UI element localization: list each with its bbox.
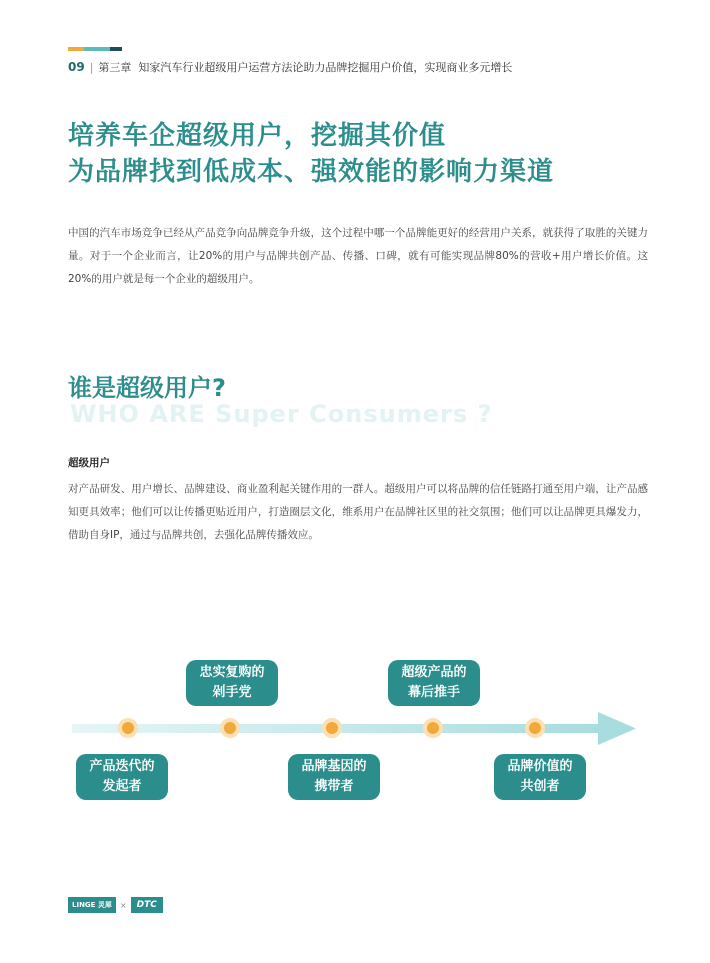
intro-paragraph: 中国的汽车市场竞争已经从产品竞争向品牌竞争升级，这个过程中哪一个品牌能更好的经营用户关系，就获得了取胜的关键力量。对于一个企业而言，让20%的用户与品牌共创产品、传播、口碑，就有可能实现品牌80%的营收+用户增长价值。这20%的用户就是每一个企业的超级用户。: [68, 227, 648, 285]
definition-paragraph: 对产品研发、用户增长、品牌建设、商业盈利起关键作用的一群人。超级用户可以将品牌的信任链路打通至用户端，让产品感知更具效率；他们可以让传播更贴近用户，打造圈层文化，维系用户在品牌社区里的社交氛围；他们可以让品牌更具爆发力，借助自身IP，通过与品牌共创，去强化品牌传播效应。: [68, 483, 648, 541]
footer-logo: [68, 896, 163, 914]
page-title-line1: 培养车企超级用户，挖掘其价值: [68, 121, 447, 151]
section-title: 谁是超级用户?: [68, 374, 226, 402]
timeline-box-4-line2: 幕后推手: [407, 685, 460, 700]
chapter-title: 知家汽车行业超级用户运营方法论助力品牌挖掘用户价值，实现商业多元增长: [138, 61, 513, 74]
timeline-box-1-line1: 产品迭代的: [89, 759, 155, 774]
page-number: 09: [68, 60, 85, 74]
section-watermark: WHO ARE Super Consumers ?: [70, 400, 493, 428]
timeline-node-2: [220, 718, 240, 738]
timeline-box-3-line1: 品牌基因的: [301, 759, 367, 774]
timeline-box-5-line2: 共创者: [520, 779, 560, 794]
timeline-box-3: [288, 754, 380, 800]
timeline-box-2-line2: 剁手党: [212, 685, 252, 700]
footer-logo-linge: LINGE 灵犀: [68, 897, 116, 913]
timeline-node-5: [525, 718, 545, 738]
definition-label: 超级用户: [68, 457, 110, 469]
chapter-label: 第三章: [98, 61, 132, 74]
timeline-node-4: [423, 718, 443, 738]
footer-logo-times: ×: [119, 900, 127, 910]
timeline-node-1: [118, 718, 138, 738]
footer-logo-dtc: DTC: [131, 897, 163, 913]
timeline-box-3-line2: 携带者: [314, 779, 354, 794]
timeline-node-3: [322, 718, 342, 738]
page-title-line2: 为品牌找到低成本、强效能的影响力渠道: [68, 157, 555, 187]
timeline-box-5-line1: 品牌价值的: [507, 759, 573, 774]
header-separator: |: [89, 61, 94, 74]
timeline-box-1-line2: 发起者: [102, 779, 142, 794]
timeline-box-2-line1: 忠实复购的: [199, 665, 265, 680]
timeline-box-4: [388, 660, 480, 706]
timeline-box-1: [76, 754, 168, 800]
timeline-arrow-head: [598, 712, 636, 745]
timeline-box-4-line1: 超级产品的: [401, 665, 467, 680]
timeline-box-2: [186, 660, 278, 706]
timeline-box-5: [494, 754, 586, 800]
